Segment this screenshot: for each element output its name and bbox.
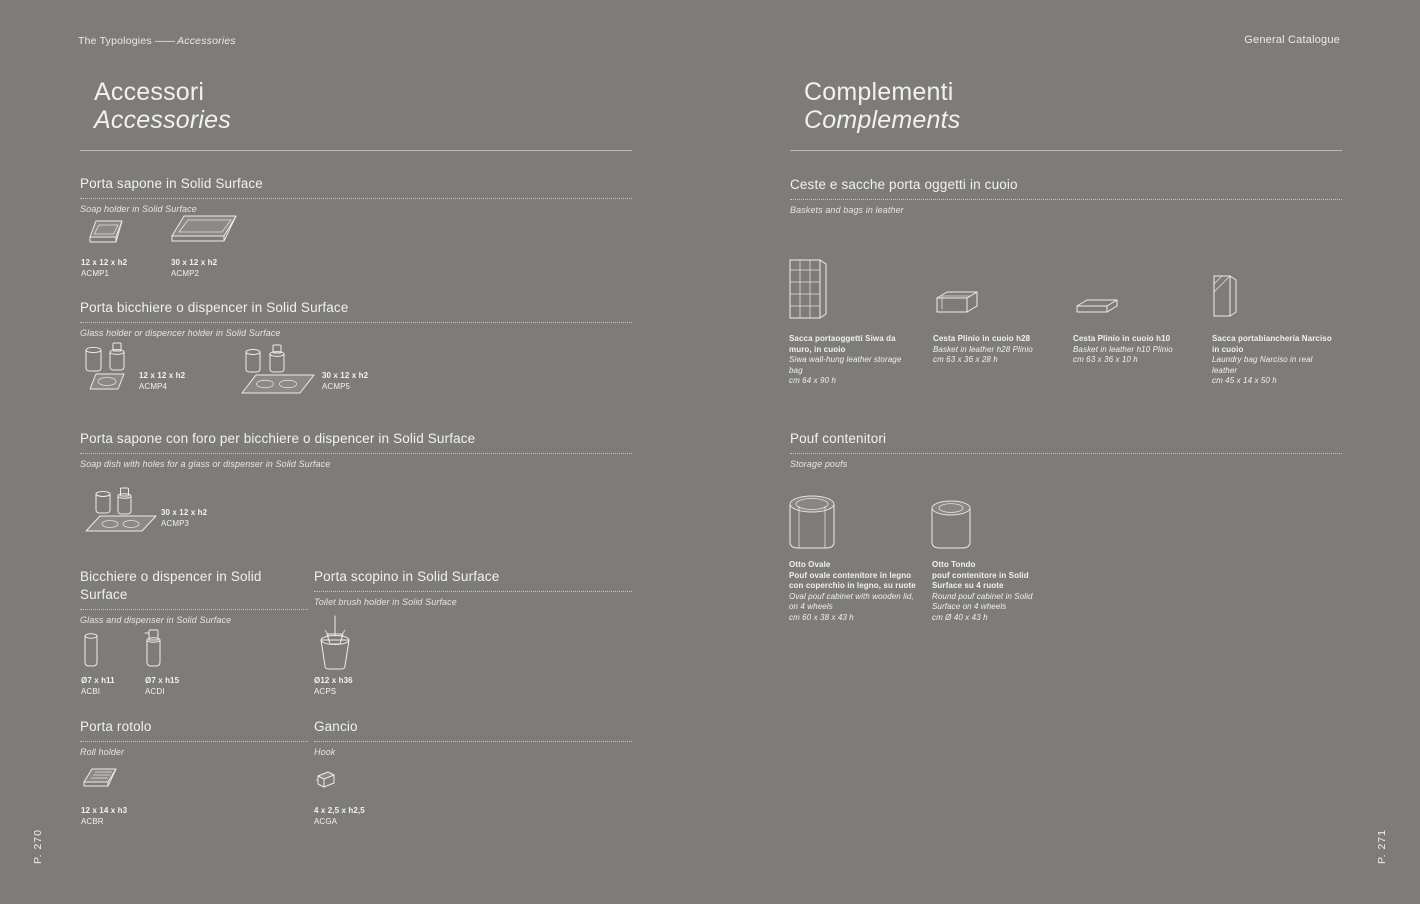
section-glass-dispenser: [80, 568, 308, 625]
plinio-basket-h28-drawing: [933, 288, 981, 320]
roll-holder-drawing: [82, 766, 120, 792]
section-title-en: Roll holder: [80, 747, 125, 758]
catalogue-label: General Catalogue: [1244, 34, 1340, 46]
item-code: ACPS: [314, 686, 337, 696]
item-code: ACDI: [145, 686, 165, 696]
soap-holder-large-drawing: [168, 212, 240, 252]
product-name-it: Sacca portabiancheria Narciso in cuoio: [1212, 334, 1332, 354]
section-baskets-bags: [790, 176, 1342, 215]
item-code: ACBI: [81, 686, 101, 696]
section-title-en: Glass and dispenser in Solid Surface: [80, 615, 232, 626]
item-code: ACMP2: [171, 268, 200, 278]
section-soap-holder: [80, 175, 632, 214]
item-code: ACMP4: [139, 381, 168, 391]
item-size: 12 x 14 x h3: [81, 806, 128, 815]
item-caption: [139, 371, 185, 392]
section-title-en: Hook: [314, 747, 336, 758]
product-name-en: Laundry bag Narciso in real leather: [1212, 355, 1313, 375]
section-title-it: Bicchiere o dispencer in Solid Surface: [80, 569, 262, 603]
item-caption: [81, 258, 127, 279]
glass-holder-small-drawing: [80, 340, 140, 396]
section-rule: [80, 198, 632, 199]
product-name-it: Cesta Plinio in cuoio h10: [1073, 334, 1171, 343]
section-rule: [80, 609, 308, 610]
section-rule: [790, 199, 1342, 200]
item-caption: [145, 676, 179, 697]
breadcrumb: [78, 35, 236, 47]
right-title-rule: [790, 150, 1342, 151]
item-code: ACMP1: [81, 268, 110, 278]
item-size: Ø7 x h15: [145, 676, 180, 685]
item-caption: [314, 806, 365, 827]
item-size: Ø12 x h36: [314, 676, 353, 685]
section-storage-poufs: [790, 430, 1342, 469]
product-name-en: Basket in leather h28 Plinio: [933, 344, 1033, 354]
product-name-it: pouf contenitore in Solid Surface su 4 ruote: [932, 570, 1029, 591]
left-column-title: [94, 78, 632, 134]
section-rule: [314, 741, 632, 742]
section-rule: [790, 453, 1342, 454]
section-rule: [314, 591, 632, 592]
product-name-it: Pouf ovale contenitore in legno con coperchio in legno, su ruote: [789, 570, 916, 591]
product-name-it: Sacca portaoggetti Siwa da muro, in cuoio: [789, 334, 896, 354]
item-caption: [81, 806, 127, 827]
section-title-en: Storage poufs: [790, 459, 848, 470]
breadcrumb-current: Accessories: [177, 35, 236, 47]
section-title-en: Baskets and bags in leather: [790, 205, 904, 216]
breadcrumb-section: The Typologies: [78, 35, 152, 47]
section-toilet-brush: [314, 568, 632, 607]
page-number-left: P. 270: [32, 828, 44, 864]
plinio-basket-h10-drawing: [1073, 296, 1121, 320]
section-rule: [80, 322, 632, 323]
product-name: Otto Tondo: [932, 560, 976, 569]
section-rule: [80, 453, 632, 454]
item-code: ACGA: [314, 816, 338, 826]
product-name-en: Oval pouf cabinet with wooden lid, on 4 wheels: [789, 591, 914, 612]
toilet-brush-holder-drawing: [313, 612, 357, 672]
product-caption: [789, 560, 919, 623]
section-title-it: Porta scopino in Solid Surface: [314, 569, 500, 584]
section-title-en: Toilet brush holder in Solid Surface: [314, 597, 457, 608]
section-title-en: Soap holder in Solid Surface: [80, 204, 197, 215]
product-name-en: Basket in leather h10 Plinio: [1073, 344, 1173, 354]
right-title-it: Complementi: [804, 78, 954, 106]
section-title-en: Glass holder or dispencer holder in Solid Surface: [80, 328, 281, 339]
item-caption: [314, 676, 353, 697]
product-name-it: Cesta Plinio in cuoio h28: [933, 334, 1031, 343]
page-number-right: P. 271: [1376, 828, 1388, 864]
otto-ovale-pouf-drawing: [786, 492, 838, 554]
item-size: 30 x 12 x h2: [161, 508, 208, 517]
item-size: 12 x 12 x h2: [139, 371, 186, 380]
product-caption: [1073, 334, 1193, 366]
soap-holder-small-drawing: [82, 218, 130, 250]
section-roll-holder: [80, 718, 308, 757]
item-caption: [81, 676, 115, 697]
item-caption: [322, 371, 368, 392]
section-glass-holder: [80, 299, 632, 338]
section-hook: [314, 718, 632, 757]
section-title-it: Ceste e sacche porta oggetti in cuoio: [790, 177, 1018, 192]
section-title-it: Porta sapone con foro per bicchiere o dispencer in Solid Surface: [80, 431, 476, 446]
product-caption: [932, 560, 1058, 623]
glass-drawing: [81, 630, 101, 672]
product-caption: [933, 334, 1053, 366]
breadcrumb-dash: ——: [154, 35, 174, 47]
narciso-laundry-bag-drawing: [1212, 272, 1238, 320]
product-caption: [1212, 334, 1338, 387]
section-title-it: Porta rotolo: [80, 719, 152, 734]
item-code: ACMP5: [322, 381, 351, 391]
section-soap-dish-holes: [80, 430, 632, 469]
product-caption: [789, 334, 911, 387]
section-title-it: Porta sapone in Solid Surface: [80, 176, 263, 191]
right-title-en: Complements: [804, 106, 961, 134]
section-title-it: Pouf contenitori: [790, 431, 887, 446]
section-title-it: Porta bicchiere o dispencer in Solid Surface: [80, 300, 349, 315]
product-dims: cm Ø 40 x 43 h: [932, 612, 988, 622]
item-size: 4 x 2,5 x h2,5: [314, 806, 365, 815]
item-caption: [171, 258, 217, 279]
siwa-wall-bag-drawing: [788, 256, 828, 322]
product-name-en: Siwa wall-hung leather storage bag: [789, 355, 902, 375]
product-dims: cm 64 x 90 h: [789, 376, 837, 386]
dispenser-drawing: [143, 626, 165, 672]
item-size: 30 x 12 x h2: [322, 371, 369, 380]
product-dims: cm 60 x 38 x 43 h: [789, 612, 854, 622]
section-title-en: Soap dish with holes for a glass or dispenser in Solid Surface: [80, 459, 331, 470]
product-dims: cm 63 x 36 x 28 h: [933, 355, 998, 365]
hook-drawing: [314, 770, 336, 792]
item-size: 12 x 12 x h2: [81, 258, 128, 267]
left-title-it: Accessori: [94, 78, 205, 106]
item-caption: [161, 508, 207, 529]
section-title-it: Gancio: [314, 719, 358, 734]
left-title-en: Accessories: [94, 106, 231, 134]
item-code: ACMP3: [161, 518, 190, 528]
soap-dish-holes-drawing: [82, 486, 162, 534]
item-size: Ø7 x h11: [81, 676, 115, 685]
section-rule: [80, 741, 308, 742]
product-name: Otto Ovale: [789, 560, 831, 569]
product-dims: cm 45 x 14 x 50 h: [1212, 376, 1277, 386]
item-size: 30 x 12 x h2: [171, 258, 218, 267]
otto-tondo-pouf-drawing: [928, 498, 974, 554]
product-dims: cm 63 x 36 x 10 h: [1073, 355, 1138, 365]
item-code: ACBR: [81, 816, 104, 826]
right-column-title: [804, 78, 1342, 134]
glass-holder-large-drawing: [238, 342, 318, 398]
product-name-en: Round pouf cabinet in Solid Surface on 4 wheels: [932, 591, 1033, 612]
left-title-rule: [80, 150, 632, 151]
